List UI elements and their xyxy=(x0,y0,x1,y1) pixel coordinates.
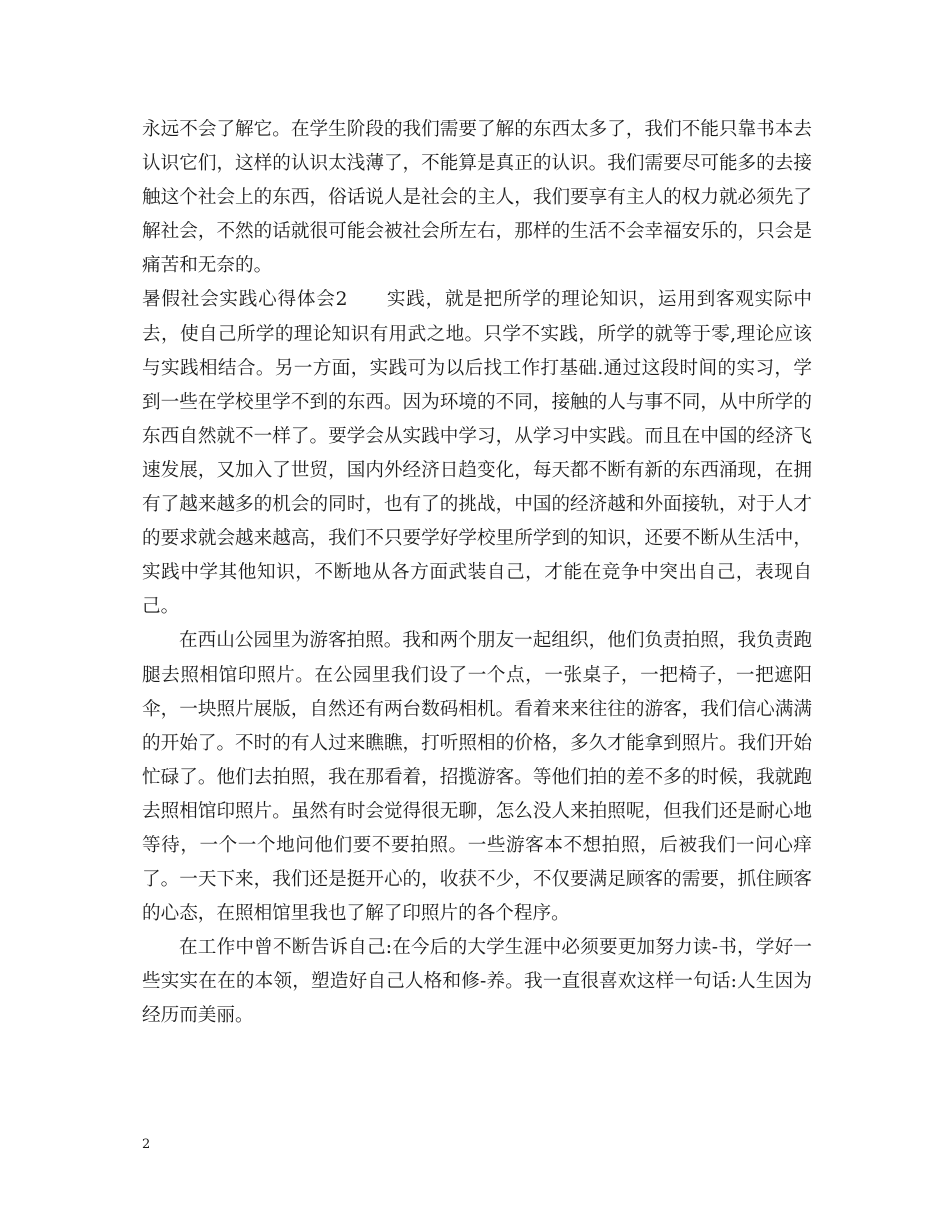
paragraph-section-2: 暑假社会实践心得体会2 实践，就是把所学的理论知识，运用到客观实际中去，使自己所学的理论知识有用武之地。只学不实践，所学的就等于零,理论应该与实践相结合。另一方面，实践可为以后找工作打基础.通过这段时间的实习，学到一些在学校里学不到的东西。因为环境的不同，接触的人与事不同，从中所学的东西自然就不一样了。要学会从实践中学习，从学习中实践。而且在中国的经济飞速发展，又加入了世贸，国内外经济日趋变化，每天都不断有新的东西涌现，在拥有了越来越多的机会的同时，也有了的挑战，中国的经济越和外面接轨，对于人才的要求就会越来越高，我们不只要学好学校里所学到的知识，还要不断从生活中，实践中学其他知识，不断地从各方面武装自己，才能在竞争中突出自己，表现自己。 xyxy=(142,289,812,618)
paragraph-continuation: 永远不会了解它。在学生阶段的我们需要了解的东西太多了，我们不能只靠书本去认识它们，这样的认识太浅薄了，不能算是真正的认识。我们需要尽可能多的去接触这个社会上的东西，俗话说人是社会的主人，我们要享有主人的权力就必须先了解社会，不然的话就很可能会被社会所左右，那样的生活不会幸福安乐的，只会是痛苦和无奈的。 xyxy=(142,119,812,277)
page-number: 2 xyxy=(142,1137,151,1152)
document-body xyxy=(142,113,812,1034)
paragraph-xishan-park: 在西山公园里为游客拍照。我和两个朋友一起组织，他们负责拍照，我负责跑腿去照相馆印照片。在公园里我们设了一个点，一张桌子，一把椅子，一把遮阳伞，一块照片展版，自然还有两台数码相机。看着来来往往的游客，我们信心满满的开始了。不时的有人过来瞧瞧，打听照相的价格，多久才能拿到照片。我们开始忙碌了。他们去拍照，我在那看着，招揽游客。等他们拍的差不多的时候，我就跑去照相馆印照片。虽然有时会觉得很无聊，怎么没人来拍照呢，但我们还是耐心地等待，一个一个地问他们要不要拍照。一些游客本不想拍照，后被我们一问心痒了。一天下来，我们还是挺开心的，收获不少，不仅要满足顾客的需要，抓住顾客的心态，在照相馆里我也了解了印照片的各个程序。 xyxy=(142,630,812,925)
paragraph-conclusion: 在工作中曾不断告诉自己:在今后的大学生涯中必须要更加努力读-书，学好一些实实在在的本领，塑造好自己人格和修-养。我一直很喜欢这样一句话:人生因为经历而美丽。 xyxy=(142,937,812,1027)
